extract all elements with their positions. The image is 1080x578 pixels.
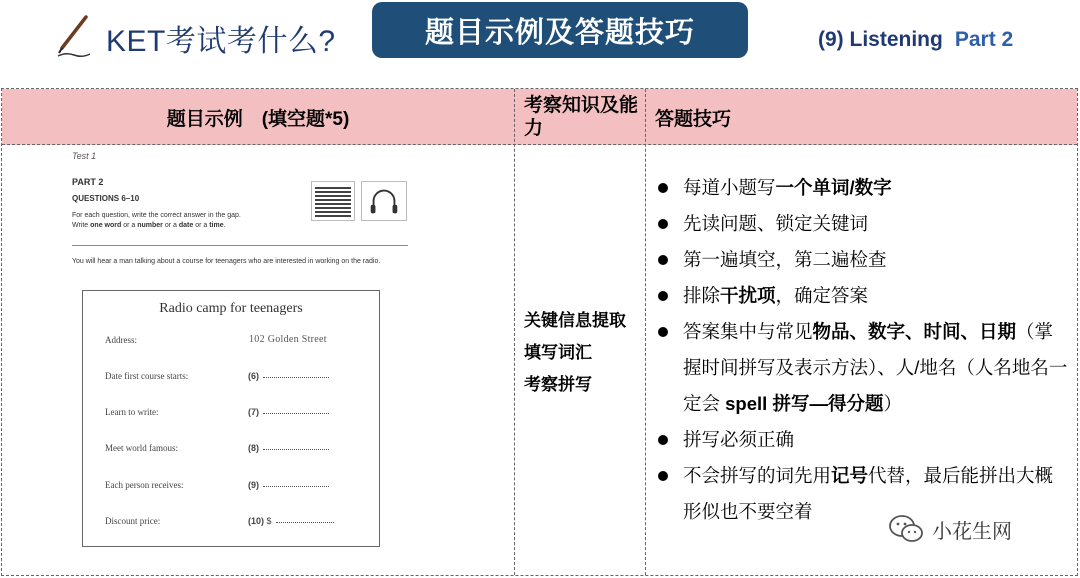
- tip-item: [656, 206, 1070, 242]
- answer-gap-10: [248, 516, 334, 526]
- pen-icon: [56, 14, 92, 58]
- address-value: 102 Golden Street: [249, 334, 327, 345]
- gap-number: (8): [248, 443, 259, 453]
- col-example-header: 题目示例 (填空题*5): [166, 108, 350, 130]
- tip-item: [656, 242, 1070, 278]
- instructions: [72, 211, 302, 231]
- watermark: [888, 514, 1012, 544]
- tip-text: 不会拼写的词先用: [683, 465, 832, 486]
- bullet-icon: [658, 219, 668, 229]
- form-row-label: Learn to write:: [105, 407, 159, 417]
- tip-text: 每道小题写: [683, 177, 776, 198]
- tips-list: [656, 170, 1070, 530]
- table-header-row: [2, 89, 1077, 145]
- brand-title: KET考试考什么?: [106, 25, 336, 58]
- tip-text: 第一遍填空，第二遍检查: [683, 249, 887, 270]
- currency-prefix: $: [266, 516, 272, 526]
- tip-item: [656, 278, 1070, 314]
- ability-list: [524, 305, 626, 401]
- section-label: [818, 28, 1013, 52]
- form-title: Radio camp for teenagers: [159, 301, 303, 316]
- test-label: Test 1: [72, 151, 97, 161]
- column-divider: [645, 89, 646, 575]
- instr-text: or a: [162, 222, 179, 229]
- tip-text: ，确定答案: [775, 285, 869, 306]
- form-row-label: Discount price:: [105, 516, 161, 526]
- form-row-label: Meet world famous:: [105, 443, 178, 453]
- ability-item: 填写词汇: [524, 343, 592, 362]
- bullet-icon: [658, 435, 668, 445]
- tip-text: 先读问题、锁定关键词: [683, 213, 869, 234]
- form-row-label: Each person receives:: [105, 480, 184, 490]
- instr-text: or a: [121, 222, 138, 229]
- col-tips-header: 答题技巧: [655, 108, 732, 130]
- gap-number: (7): [248, 407, 259, 417]
- wechat-icon: [888, 514, 924, 544]
- tip-text: （掌握时间拼写及表示方法）、人/地名（人名地名一定会: [683, 321, 1068, 414]
- tip-item: [656, 314, 1070, 422]
- tip-text: 排除: [683, 285, 721, 306]
- instruction-line: For each question, write the correct answer in the gap.: [72, 212, 241, 219]
- gap-number: (9): [248, 480, 259, 490]
- instruction-line: [72, 221, 302, 231]
- tip-emphasis: 干扰项: [720, 285, 776, 306]
- listening-intro: You will hear a man talking about a course for teenagers who are interested in working on the radio.: [72, 258, 381, 265]
- instr-bold: number: [137, 222, 163, 229]
- instr-text: .: [223, 222, 226, 229]
- ability-item: 考察拼写: [524, 375, 592, 394]
- bullet-icon: [658, 183, 668, 193]
- instr-bold: date: [178, 222, 194, 229]
- instr-bold: time: [209, 222, 224, 229]
- tip-emphasis: spell 拼写—得分题: [725, 393, 884, 414]
- section-number: (9) Listening: [818, 28, 943, 51]
- instr-text: Write: [72, 222, 91, 229]
- answer-gap-7: [248, 407, 329, 417]
- section-banner: 题目示例及答题技巧: [372, 2, 748, 58]
- qr-code-icon: [311, 181, 355, 221]
- form-row-label: Address:: [105, 335, 137, 345]
- instr-bold: one word: [90, 222, 122, 229]
- tip-text: 代替，最后能拼出大概形似也不要空着: [683, 465, 1054, 522]
- col-ability-header: 考察知识及能力: [524, 95, 639, 139]
- ability-item: 关键信息提取: [524, 311, 626, 330]
- tip-item: [656, 170, 1070, 206]
- tip-emphasis: 一个单词/数字: [775, 177, 892, 198]
- tip-text: ）: [883, 393, 902, 414]
- form-row-label: Date first course starts:: [105, 371, 189, 381]
- answer-form: [82, 290, 380, 547]
- questions-label: QUESTIONS 6–10: [72, 194, 140, 203]
- tip-emphasis: 物品、数字、时间、日期: [812, 321, 1017, 342]
- tip-item: [656, 422, 1070, 458]
- tip-emphasis: 记号: [831, 465, 869, 486]
- tip-text: 答案集中与常见: [683, 321, 813, 342]
- gap-number: (10): [248, 516, 265, 526]
- column-divider: [514, 89, 515, 575]
- instr-text: or a: [193, 222, 210, 229]
- exam-paper-snippet: [68, 147, 413, 557]
- bullet-icon: [658, 471, 668, 481]
- part-label: PART 2: [72, 177, 104, 187]
- answer-gap-6: [248, 371, 329, 381]
- answer-gap-9: [248, 480, 329, 490]
- bullet-icon: [658, 327, 668, 337]
- tip-text: 拼写必须正确: [683, 429, 795, 450]
- answer-gap-8: [248, 443, 329, 453]
- gap-number: (6): [248, 371, 259, 381]
- bullet-icon: [658, 255, 668, 265]
- watermark-text: 小花生网: [932, 520, 1012, 543]
- section-part: Part 2: [954, 28, 1014, 51]
- headphones-icon: [361, 181, 407, 221]
- bullet-icon: [658, 291, 668, 301]
- divider: [72, 245, 408, 246]
